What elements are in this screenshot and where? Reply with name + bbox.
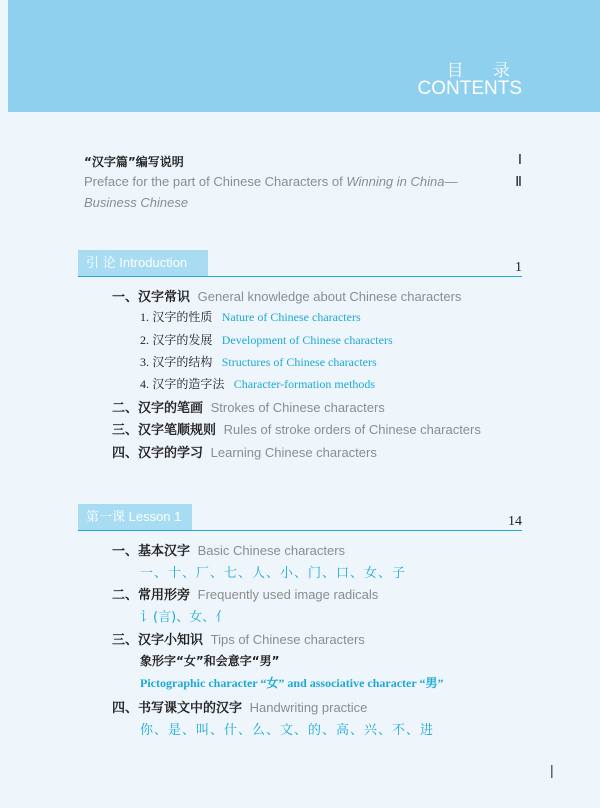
lesson1-item-3-cn: 三、汉字小知识 (112, 633, 204, 648)
intro-item-1-cn: 一、汉字常识 (112, 290, 191, 305)
intro-item-3-cn: 三、汉字笔顺规则 (112, 423, 217, 438)
lesson1-item-4[interactable] (112, 697, 367, 716)
intro-sub-4-cn: 汉字的造字法 (152, 377, 225, 391)
intro-sub-2-num: 2. (140, 333, 149, 347)
lesson1-item-1-en: Basic Chinese characters (197, 543, 346, 558)
intro-item-1-en: General knowledge about Chinese characters (197, 289, 462, 304)
preface-cn-page: Ⅰ (517, 153, 522, 168)
intro-sub-4-num: 4. (140, 377, 149, 391)
intro-page: 1 (515, 260, 522, 275)
intro-sub-3-cn: 汉字的结构 (152, 355, 213, 369)
intro-sub-2[interactable] (140, 331, 393, 348)
intro-sub-1-en: Nature of Chinese characters (221, 310, 361, 324)
lesson1-heading[interactable]: 第一课 Lesson 1 (78, 504, 192, 530)
preface-en-page: Ⅱ (515, 175, 522, 190)
intro-item-3-en: Rules of stroke orders of Chinese characters (223, 422, 481, 437)
intro-heading[interactable]: 引 论 Introduction (78, 250, 208, 276)
header-banner (8, 0, 600, 112)
lesson1-rule (78, 530, 522, 531)
intro-sub-1-cn: 汉字的性质 (152, 310, 213, 324)
handwriting-characters-list: 你、是、叫、什、么、文、的、高、兴、不、进 (140, 723, 435, 738)
contents-title-cn: 目 录 (446, 61, 522, 81)
intro-sub-2-cn: 汉字的发展 (152, 333, 213, 347)
preface-en-text: Preface for the part of Chinese Characters of (84, 174, 347, 189)
intro-item-1[interactable] (112, 286, 461, 305)
lesson1-item-3-en: Tips of Chinese characters (210, 632, 365, 647)
contents-title-en: CONTENTS (417, 78, 522, 99)
intro-item-4-cn: 四、汉字的学习 (112, 446, 204, 461)
lesson1-item-2[interactable] (112, 584, 378, 603)
lesson1-item-3[interactable] (112, 629, 365, 648)
preface-en[interactable] (84, 174, 457, 189)
intro-item-2-cn: 二、汉字的笔画 (112, 401, 204, 416)
preface-en-book-2: Business Chinese (84, 195, 189, 210)
lesson1-item-2-cn: 二、常用形旁 (112, 588, 191, 603)
intro-sub-4-en: Character-formation methods (233, 377, 376, 391)
intro-item-4[interactable] (112, 442, 377, 461)
preface-cn[interactable]: “汉字篇”编写说明 (84, 155, 184, 169)
intro-sub-3-num: 3. (140, 355, 149, 369)
intro-sub-3-en: Structures of Chinese characters (221, 355, 377, 369)
lesson1-item-1[interactable] (112, 540, 345, 559)
intro-sub-3[interactable] (140, 353, 377, 370)
tips-sub-cn[interactable]: 象形字“女”和会意字“男” (140, 654, 280, 668)
intro-item-4-en: Learning Chinese characters (210, 445, 377, 460)
intro-sub-1[interactable] (140, 308, 361, 325)
intro-rule (78, 276, 522, 277)
lesson1-item-2-en: Frequently used image radicals (197, 587, 379, 602)
intro-sub-1-num: 1. (140, 310, 149, 324)
lesson1-item-4-cn: 四、书写课文中的汉字 (112, 701, 243, 716)
lesson1-item-1-cn: 一、基本汉字 (112, 544, 191, 559)
intro-sub-2-en: Development of Chinese characters (221, 333, 393, 347)
radicals-list: 讠(言)、女、亻 (140, 610, 229, 625)
tips-sub-en[interactable]: Pictographic character “女” and associative character “男” (140, 676, 444, 690)
lesson1-page: 14 (508, 514, 522, 529)
intro-item-2-en: Strokes of Chinese characters (210, 400, 385, 415)
page-edge-mark: | (550, 762, 554, 778)
lesson1-item-4-en: Handwriting practice (249, 700, 368, 715)
preface-en-book: Winning in China— (346, 174, 458, 189)
basic-characters-list: 一、十、厂、七、人、小、门、口、女、子 (140, 566, 407, 581)
intro-sub-4[interactable] (140, 375, 375, 392)
intro-item-3[interactable] (112, 419, 481, 438)
intro-item-2[interactable] (112, 397, 385, 416)
